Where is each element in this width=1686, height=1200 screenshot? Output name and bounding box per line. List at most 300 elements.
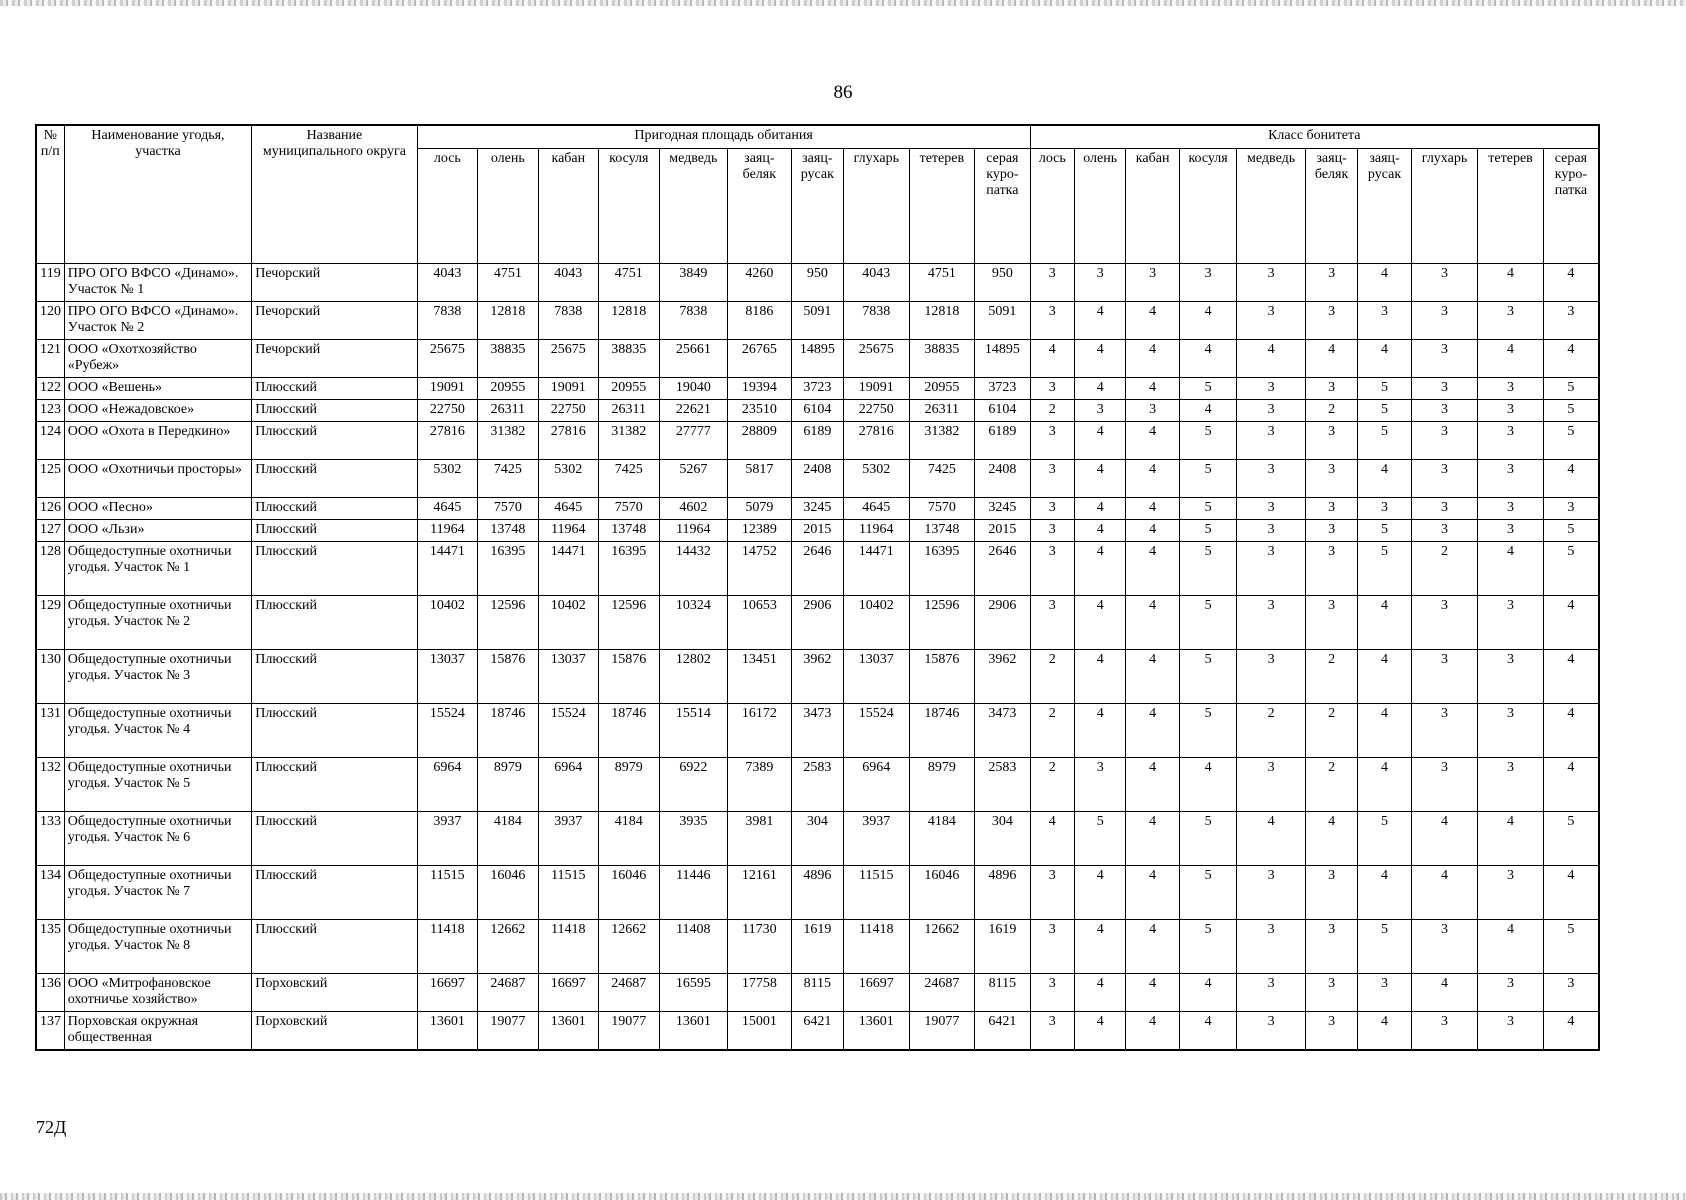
area-value: 6964 bbox=[417, 758, 477, 812]
class-value: 3 bbox=[1305, 974, 1357, 1012]
class-value: 5 bbox=[1543, 378, 1599, 400]
class-value: 5 bbox=[1358, 542, 1411, 596]
area-value: 10324 bbox=[659, 596, 728, 650]
area-value: 19040 bbox=[659, 378, 728, 400]
area-value: 14471 bbox=[417, 542, 477, 596]
class-value: 3 bbox=[1305, 460, 1357, 498]
area-value: 6922 bbox=[659, 758, 728, 812]
class-value: 3 bbox=[1305, 302, 1357, 340]
area-value: 2583 bbox=[791, 758, 843, 812]
area-value: 11418 bbox=[417, 920, 477, 974]
class-value: 4 bbox=[1126, 866, 1179, 920]
area-value: 13748 bbox=[909, 520, 975, 542]
area-value: 16395 bbox=[599, 542, 659, 596]
row-number: 129 bbox=[36, 596, 64, 650]
area-value: 5817 bbox=[728, 460, 792, 498]
ground-name: Общедоступные охотничьи угодья. Участок № 6 bbox=[64, 812, 252, 866]
class-value: 4 bbox=[1179, 758, 1236, 812]
class-value: 5 bbox=[1358, 422, 1411, 460]
class-value: 4 bbox=[1358, 650, 1411, 704]
class-value: 4 bbox=[1478, 920, 1544, 974]
area-value: 4645 bbox=[844, 498, 910, 520]
class-value: 3 bbox=[1237, 596, 1306, 650]
row-number: 124 bbox=[36, 422, 64, 460]
class-value: 3 bbox=[1030, 422, 1074, 460]
species-header-area: заяц-беляк bbox=[728, 149, 792, 264]
class-value: 4 bbox=[1237, 812, 1306, 866]
class-value: 4 bbox=[1074, 422, 1125, 460]
class-value: 3 bbox=[1411, 422, 1478, 460]
class-value: 3 bbox=[1305, 1012, 1357, 1050]
area-value: 25675 bbox=[417, 340, 477, 378]
area-value: 3245 bbox=[975, 498, 1031, 520]
area-value: 13451 bbox=[728, 650, 792, 704]
ground-name: Общедоступные охотничьи угодья. Участок № 1 bbox=[64, 542, 252, 596]
area-value: 13037 bbox=[538, 650, 598, 704]
class-value: 4 bbox=[1411, 974, 1478, 1012]
area-value: 11964 bbox=[844, 520, 910, 542]
area-value: 8115 bbox=[791, 974, 843, 1012]
area-value: 12596 bbox=[478, 596, 538, 650]
class-value: 4 bbox=[1478, 812, 1544, 866]
area-value: 4184 bbox=[478, 812, 538, 866]
row-number: 136 bbox=[36, 974, 64, 1012]
class-value: 4 bbox=[1543, 1012, 1599, 1050]
area-value: 3937 bbox=[417, 812, 477, 866]
area-value: 4602 bbox=[659, 498, 728, 520]
class-value: 3 bbox=[1411, 498, 1478, 520]
class-value: 3 bbox=[1237, 542, 1306, 596]
area-value: 4751 bbox=[909, 264, 975, 302]
district-name: Плюсский bbox=[252, 378, 417, 400]
area-value: 10402 bbox=[417, 596, 477, 650]
class-value: 3 bbox=[1543, 974, 1599, 1012]
area-value: 304 bbox=[791, 812, 843, 866]
class-value: 2 bbox=[1030, 758, 1074, 812]
area-value: 16395 bbox=[478, 542, 538, 596]
area-value: 5267 bbox=[659, 460, 728, 498]
class-value: 3 bbox=[1478, 400, 1544, 422]
area-value: 27816 bbox=[417, 422, 477, 460]
area-value: 6104 bbox=[791, 400, 843, 422]
class-value: 3 bbox=[1411, 400, 1478, 422]
class-value: 4 bbox=[1179, 974, 1236, 1012]
area-value: 12662 bbox=[599, 920, 659, 974]
class-value: 3 bbox=[1478, 378, 1544, 400]
class-value: 3 bbox=[1478, 974, 1544, 1012]
area-value: 8979 bbox=[599, 758, 659, 812]
class-value: 3 bbox=[1030, 1012, 1074, 1050]
class-value: 4 bbox=[1074, 866, 1125, 920]
area-value: 12802 bbox=[659, 650, 728, 704]
area-value: 14471 bbox=[844, 542, 910, 596]
area-value: 7838 bbox=[659, 302, 728, 340]
area-value: 304 bbox=[975, 812, 1031, 866]
area-value: 10402 bbox=[538, 596, 598, 650]
area-value: 11964 bbox=[538, 520, 598, 542]
area-value: 4260 bbox=[728, 264, 792, 302]
class-value: 5 bbox=[1543, 400, 1599, 422]
class-value: 3 bbox=[1237, 1012, 1306, 1050]
table-row bbox=[36, 378, 1599, 400]
area-value: 31382 bbox=[599, 422, 659, 460]
area-value: 3245 bbox=[791, 498, 843, 520]
class-value: 4 bbox=[1074, 302, 1125, 340]
class-value: 3 bbox=[1030, 520, 1074, 542]
area-value: 19077 bbox=[909, 1012, 975, 1050]
area-value: 13601 bbox=[417, 1012, 477, 1050]
class-value: 4 bbox=[1179, 340, 1236, 378]
area-value: 16046 bbox=[599, 866, 659, 920]
row-number: 132 bbox=[36, 758, 64, 812]
table-row bbox=[36, 1012, 1599, 1050]
class-value: 4 bbox=[1179, 302, 1236, 340]
class-value: 4 bbox=[1126, 812, 1179, 866]
area-value: 6421 bbox=[975, 1012, 1031, 1050]
row-number: 131 bbox=[36, 704, 64, 758]
area-value: 13748 bbox=[599, 520, 659, 542]
area-value: 7389 bbox=[728, 758, 792, 812]
area-value: 7838 bbox=[538, 302, 598, 340]
area-value: 28809 bbox=[728, 422, 792, 460]
area-value: 17758 bbox=[728, 974, 792, 1012]
class-value: 5 bbox=[1358, 378, 1411, 400]
species-header-area: кабан bbox=[538, 149, 598, 264]
class-value: 3 bbox=[1411, 650, 1478, 704]
page-number: 86 bbox=[833, 82, 853, 103]
col-header-district: Название муниципального округа bbox=[252, 125, 417, 264]
class-value: 2 bbox=[1305, 704, 1357, 758]
area-value: 22750 bbox=[538, 400, 598, 422]
area-value: 24687 bbox=[599, 974, 659, 1012]
class-value: 3 bbox=[1074, 758, 1125, 812]
class-value: 3 bbox=[1411, 704, 1478, 758]
class-value: 4 bbox=[1074, 1012, 1125, 1050]
area-value: 4043 bbox=[538, 264, 598, 302]
class-value: 5 bbox=[1179, 650, 1236, 704]
table-row bbox=[36, 920, 1599, 974]
table-row bbox=[36, 302, 1599, 340]
class-value: 3 bbox=[1030, 378, 1074, 400]
table-row bbox=[36, 974, 1599, 1012]
ground-name: Общедоступные охотничьи угодья. Участок № 8 bbox=[64, 920, 252, 974]
district-name: Плюсский bbox=[252, 596, 417, 650]
class-value: 3 bbox=[1478, 758, 1544, 812]
area-value: 22750 bbox=[417, 400, 477, 422]
class-value: 3 bbox=[1030, 302, 1074, 340]
area-value: 11515 bbox=[538, 866, 598, 920]
row-number: 127 bbox=[36, 520, 64, 542]
footer-code: 72Д bbox=[36, 1117, 67, 1137]
area-value: 11964 bbox=[417, 520, 477, 542]
district-name: Плюсский bbox=[252, 520, 417, 542]
table-row bbox=[36, 400, 1599, 422]
area-value: 5079 bbox=[728, 498, 792, 520]
class-value: 4 bbox=[1358, 866, 1411, 920]
class-value: 3 bbox=[1478, 704, 1544, 758]
area-value: 20955 bbox=[909, 378, 975, 400]
class-value: 4 bbox=[1305, 340, 1357, 378]
area-value: 13601 bbox=[538, 1012, 598, 1050]
area-value: 15876 bbox=[599, 650, 659, 704]
area-value: 16697 bbox=[538, 974, 598, 1012]
district-name: Плюсский bbox=[252, 498, 417, 520]
ground-name: ООО «Льзи» bbox=[64, 520, 252, 542]
class-value: 5 bbox=[1179, 378, 1236, 400]
class-value: 5 bbox=[1179, 920, 1236, 974]
class-value: 4 bbox=[1358, 1012, 1411, 1050]
class-value: 4 bbox=[1074, 596, 1125, 650]
table-row bbox=[36, 704, 1599, 758]
class-value: 2 bbox=[1305, 650, 1357, 704]
area-value: 950 bbox=[791, 264, 843, 302]
class-value: 3 bbox=[1478, 650, 1544, 704]
area-value: 4645 bbox=[538, 498, 598, 520]
species-header-area: заяц-русак bbox=[791, 149, 843, 264]
class-value: 5 bbox=[1543, 812, 1599, 866]
species-header-class: медведь bbox=[1237, 149, 1306, 264]
class-value: 4 bbox=[1543, 650, 1599, 704]
class-value: 4 bbox=[1126, 758, 1179, 812]
ground-name: ООО «Вешень» bbox=[64, 378, 252, 400]
area-value: 6964 bbox=[538, 758, 598, 812]
area-value: 16046 bbox=[478, 866, 538, 920]
area-value: 2408 bbox=[791, 460, 843, 498]
class-value: 4 bbox=[1305, 812, 1357, 866]
area-value: 6189 bbox=[791, 422, 843, 460]
class-value: 4 bbox=[1411, 866, 1478, 920]
species-header-area: лось bbox=[417, 149, 477, 264]
class-value: 4 bbox=[1030, 812, 1074, 866]
district-name: Порховский bbox=[252, 974, 417, 1012]
row-number: 125 bbox=[36, 460, 64, 498]
area-value: 12389 bbox=[728, 520, 792, 542]
class-value: 3 bbox=[1411, 758, 1478, 812]
class-value: 5 bbox=[1179, 866, 1236, 920]
area-value: 6104 bbox=[975, 400, 1031, 422]
species-header-area: серая куро-патка bbox=[975, 149, 1031, 264]
class-value: 5 bbox=[1358, 920, 1411, 974]
district-name: Плюсский bbox=[252, 650, 417, 704]
class-value: 5 bbox=[1358, 812, 1411, 866]
class-value: 4 bbox=[1179, 1012, 1236, 1050]
area-value: 20955 bbox=[599, 378, 659, 400]
class-value: 3 bbox=[1305, 520, 1357, 542]
area-value: 2015 bbox=[975, 520, 1031, 542]
class-value: 2 bbox=[1305, 400, 1357, 422]
class-value: 5 bbox=[1543, 422, 1599, 460]
ground-name: ООО «Митрофановское охотничье хозяйство» bbox=[64, 974, 252, 1012]
area-value: 2408 bbox=[975, 460, 1031, 498]
class-value: 2 bbox=[1237, 704, 1306, 758]
area-value: 27777 bbox=[659, 422, 728, 460]
district-name: Печорский bbox=[252, 302, 417, 340]
row-number: 130 bbox=[36, 650, 64, 704]
area-value: 12662 bbox=[909, 920, 975, 974]
area-value: 4043 bbox=[844, 264, 910, 302]
row-number: 123 bbox=[36, 400, 64, 422]
area-value: 19091 bbox=[538, 378, 598, 400]
area-value: 1619 bbox=[791, 920, 843, 974]
ground-name: Общедоступные охотничьи угодья. Участок № 7 bbox=[64, 866, 252, 920]
class-value: 3 bbox=[1478, 302, 1544, 340]
class-value: 3 bbox=[1237, 866, 1306, 920]
area-value: 7425 bbox=[599, 460, 659, 498]
class-value: 4 bbox=[1074, 340, 1125, 378]
area-value: 13601 bbox=[844, 1012, 910, 1050]
class-value: 5 bbox=[1543, 920, 1599, 974]
class-value: 3 bbox=[1411, 302, 1478, 340]
class-value: 3 bbox=[1237, 422, 1306, 460]
area-value: 38835 bbox=[909, 340, 975, 378]
group-header-area: Пригодная площадь обитания bbox=[417, 125, 1030, 149]
area-value: 31382 bbox=[478, 422, 538, 460]
area-value: 16172 bbox=[728, 704, 792, 758]
table-row bbox=[36, 758, 1599, 812]
class-value: 3 bbox=[1237, 400, 1306, 422]
area-value: 5091 bbox=[791, 302, 843, 340]
class-value: 2 bbox=[1030, 400, 1074, 422]
area-value: 2906 bbox=[791, 596, 843, 650]
area-value: 3723 bbox=[975, 378, 1031, 400]
class-value: 3 bbox=[1411, 520, 1478, 542]
class-value: 3 bbox=[1237, 974, 1306, 1012]
ground-name: ООО «Охотхозяйство «Рубеж» bbox=[64, 340, 252, 378]
class-value: 3 bbox=[1074, 400, 1125, 422]
area-value: 18746 bbox=[599, 704, 659, 758]
class-value: 3 bbox=[1237, 302, 1306, 340]
area-value: 11730 bbox=[728, 920, 792, 974]
class-value: 4 bbox=[1074, 498, 1125, 520]
class-value: 4 bbox=[1543, 758, 1599, 812]
ground-name: ООО «Охота в Передкино» bbox=[64, 422, 252, 460]
area-value: 5302 bbox=[538, 460, 598, 498]
area-value: 12596 bbox=[599, 596, 659, 650]
area-value: 14432 bbox=[659, 542, 728, 596]
class-value: 4 bbox=[1074, 520, 1125, 542]
area-value: 25661 bbox=[659, 340, 728, 378]
area-value: 3937 bbox=[844, 812, 910, 866]
class-value: 3 bbox=[1030, 498, 1074, 520]
class-value: 5 bbox=[1358, 520, 1411, 542]
area-value: 4043 bbox=[417, 264, 477, 302]
class-value: 4 bbox=[1074, 704, 1125, 758]
area-value: 7425 bbox=[909, 460, 975, 498]
area-value: 11408 bbox=[659, 920, 728, 974]
area-value: 12161 bbox=[728, 866, 792, 920]
area-value: 3473 bbox=[975, 704, 1031, 758]
class-value: 3 bbox=[1126, 264, 1179, 302]
area-value: 12818 bbox=[478, 302, 538, 340]
class-value: 4 bbox=[1074, 974, 1125, 1012]
area-value: 26311 bbox=[909, 400, 975, 422]
class-value: 4 bbox=[1126, 520, 1179, 542]
scan-bottom-edge bbox=[0, 1193, 1686, 1200]
class-value: 3 bbox=[1030, 596, 1074, 650]
row-number: 128 bbox=[36, 542, 64, 596]
district-name: Плюсский bbox=[252, 704, 417, 758]
class-value: 4 bbox=[1126, 974, 1179, 1012]
area-value: 4751 bbox=[599, 264, 659, 302]
species-header-area: косуля bbox=[599, 149, 659, 264]
area-value: 8115 bbox=[975, 974, 1031, 1012]
class-value: 4 bbox=[1074, 460, 1125, 498]
species-header-class: заяц-русак bbox=[1358, 149, 1411, 264]
row-number: 122 bbox=[36, 378, 64, 400]
area-value: 11515 bbox=[844, 866, 910, 920]
class-value: 4 bbox=[1030, 340, 1074, 378]
area-value: 27816 bbox=[538, 422, 598, 460]
area-value: 13601 bbox=[659, 1012, 728, 1050]
area-value: 16697 bbox=[844, 974, 910, 1012]
district-name: Плюсский bbox=[252, 460, 417, 498]
area-value: 4184 bbox=[909, 812, 975, 866]
table-row bbox=[36, 264, 1599, 302]
area-value: 8186 bbox=[728, 302, 792, 340]
district-name: Плюсский bbox=[252, 758, 417, 812]
area-value: 15524 bbox=[844, 704, 910, 758]
habitat-table bbox=[35, 124, 1600, 1051]
class-value: 2 bbox=[1305, 758, 1357, 812]
area-value: 15876 bbox=[478, 650, 538, 704]
table-row bbox=[36, 866, 1599, 920]
area-value: 18746 bbox=[909, 704, 975, 758]
district-name: Плюсский bbox=[252, 542, 417, 596]
area-value: 15524 bbox=[538, 704, 598, 758]
area-value: 3962 bbox=[791, 650, 843, 704]
area-value: 3962 bbox=[975, 650, 1031, 704]
class-value: 3 bbox=[1237, 758, 1306, 812]
class-value: 4 bbox=[1358, 596, 1411, 650]
class-value: 4 bbox=[1358, 704, 1411, 758]
area-value: 38835 bbox=[599, 340, 659, 378]
area-value: 5302 bbox=[417, 460, 477, 498]
area-value: 25675 bbox=[538, 340, 598, 378]
area-value: 22621 bbox=[659, 400, 728, 422]
area-value: 15001 bbox=[728, 1012, 792, 1050]
area-value: 19394 bbox=[728, 378, 792, 400]
class-value: 4 bbox=[1543, 596, 1599, 650]
district-name: Плюсский bbox=[252, 920, 417, 974]
area-value: 11515 bbox=[417, 866, 477, 920]
row-number: 120 bbox=[36, 302, 64, 340]
row-number: 134 bbox=[36, 866, 64, 920]
class-value: 4 bbox=[1478, 264, 1544, 302]
class-value: 4 bbox=[1411, 812, 1478, 866]
group-header-class: Класс бонитета bbox=[1030, 125, 1599, 149]
area-value: 4896 bbox=[975, 866, 1031, 920]
class-value: 3 bbox=[1411, 920, 1478, 974]
area-value: 16595 bbox=[659, 974, 728, 1012]
class-value: 3 bbox=[1305, 920, 1357, 974]
class-value: 3 bbox=[1074, 264, 1125, 302]
area-value: 25675 bbox=[844, 340, 910, 378]
area-value: 7838 bbox=[417, 302, 477, 340]
class-value: 4 bbox=[1358, 758, 1411, 812]
area-value: 950 bbox=[975, 264, 1031, 302]
area-value: 7425 bbox=[478, 460, 538, 498]
district-name: Плюсский bbox=[252, 400, 417, 422]
class-value: 4 bbox=[1126, 704, 1179, 758]
area-value: 26765 bbox=[728, 340, 792, 378]
area-value: 14471 bbox=[538, 542, 598, 596]
row-number: 135 bbox=[36, 920, 64, 974]
class-value: 3 bbox=[1478, 422, 1544, 460]
class-value: 4 bbox=[1126, 1012, 1179, 1050]
species-header-area: медведь bbox=[659, 149, 728, 264]
class-value: 3 bbox=[1030, 264, 1074, 302]
scan-top-edge bbox=[0, 0, 1686, 6]
